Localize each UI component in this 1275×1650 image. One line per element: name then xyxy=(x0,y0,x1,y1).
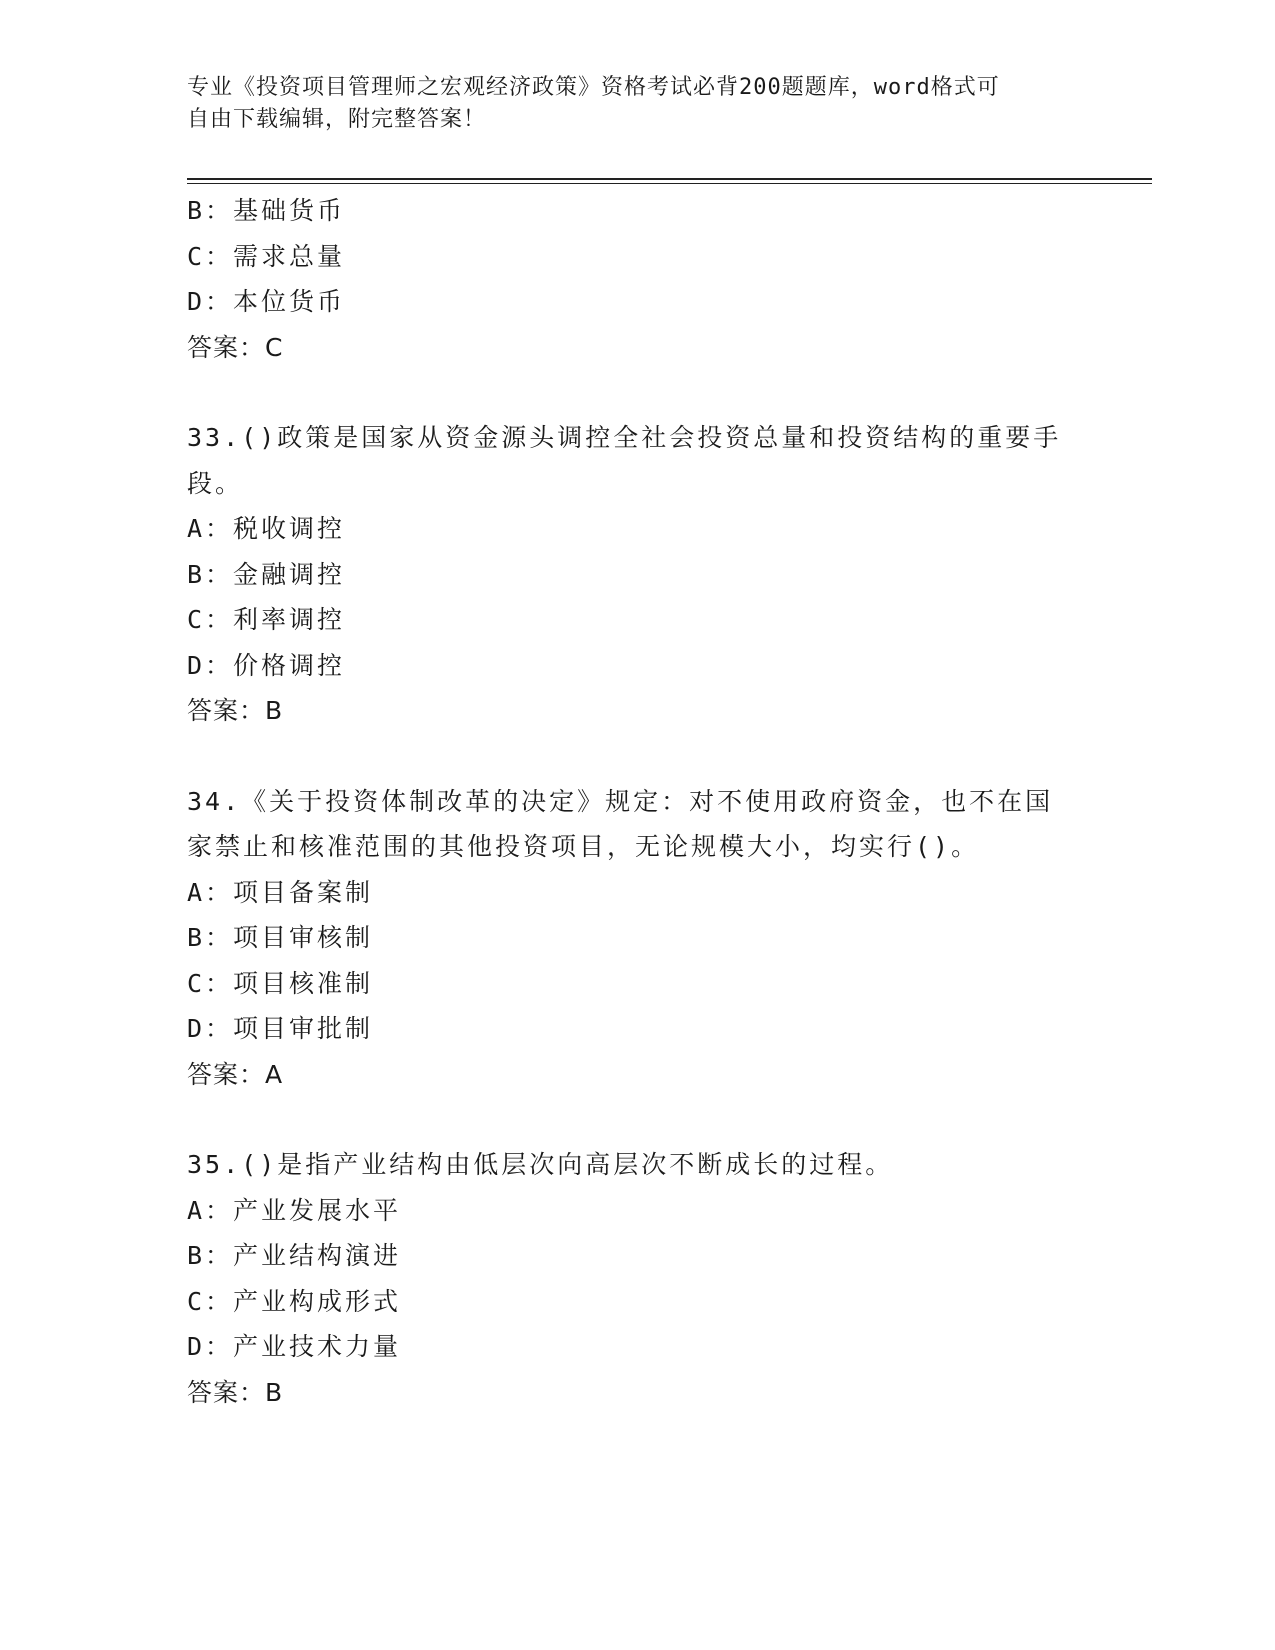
header-divider-thick xyxy=(187,178,1152,180)
question-block-partial xyxy=(187,188,1067,370)
option-d: D：本位货币 xyxy=(187,287,346,316)
option-b: B：产业结构演进 xyxy=(187,1241,402,1270)
header-divider-thin xyxy=(187,183,1152,184)
option-c: C：项目核准制 xyxy=(187,968,374,998)
option-d: D：价格调控 xyxy=(187,650,346,680)
option-d: D：项目审批制 xyxy=(187,1014,374,1043)
question-list xyxy=(187,188,1067,1415)
answer-line: 答案：C xyxy=(187,332,284,362)
question-text: 34.《关于投资体制改革的决定》规定：对不使用政府资金，也不在国家禁止和核准范围的其他投资项目，无论规模大小，均实行()。 xyxy=(187,786,1054,861)
option-b: B：基础货币 xyxy=(187,196,346,225)
document-header xyxy=(187,72,1067,136)
option-d: D：产业技术力量 xyxy=(187,1332,402,1361)
answer-line: 答案：B xyxy=(187,1377,284,1407)
question-block-33 xyxy=(187,415,1067,734)
option-a: A：产业发展水平 xyxy=(187,1195,402,1225)
option-c: C：需求总量 xyxy=(187,241,346,271)
answer-line: 答案：B xyxy=(187,696,284,725)
option-a: A：税收调控 xyxy=(187,514,346,543)
question-text: 35.()是指产业结构由低层次向高层次不断成长的过程。 xyxy=(187,1150,894,1179)
option-b: B：金融调控 xyxy=(187,559,346,589)
header-line-1: 专业《投资项目管理师之宏观经济政策》资格考试必背200题题库，word格式可 xyxy=(187,75,1000,100)
question-block-35 xyxy=(187,1142,1067,1415)
option-c: C：利率调控 xyxy=(187,605,346,634)
option-b: B：项目审核制 xyxy=(187,923,374,952)
option-c: C：产业构成形式 xyxy=(187,1286,402,1316)
question-block-34 xyxy=(187,779,1067,1098)
question-text: 33.()政策是国家从资金源头调控全社会投资总量和投资结构的重要手段。 xyxy=(187,423,1062,498)
answer-line: 答案：A xyxy=(187,1059,284,1089)
header-line-2: 自由下载编辑，附完整答案！ xyxy=(187,107,487,132)
option-a: A：项目备案制 xyxy=(187,877,374,907)
